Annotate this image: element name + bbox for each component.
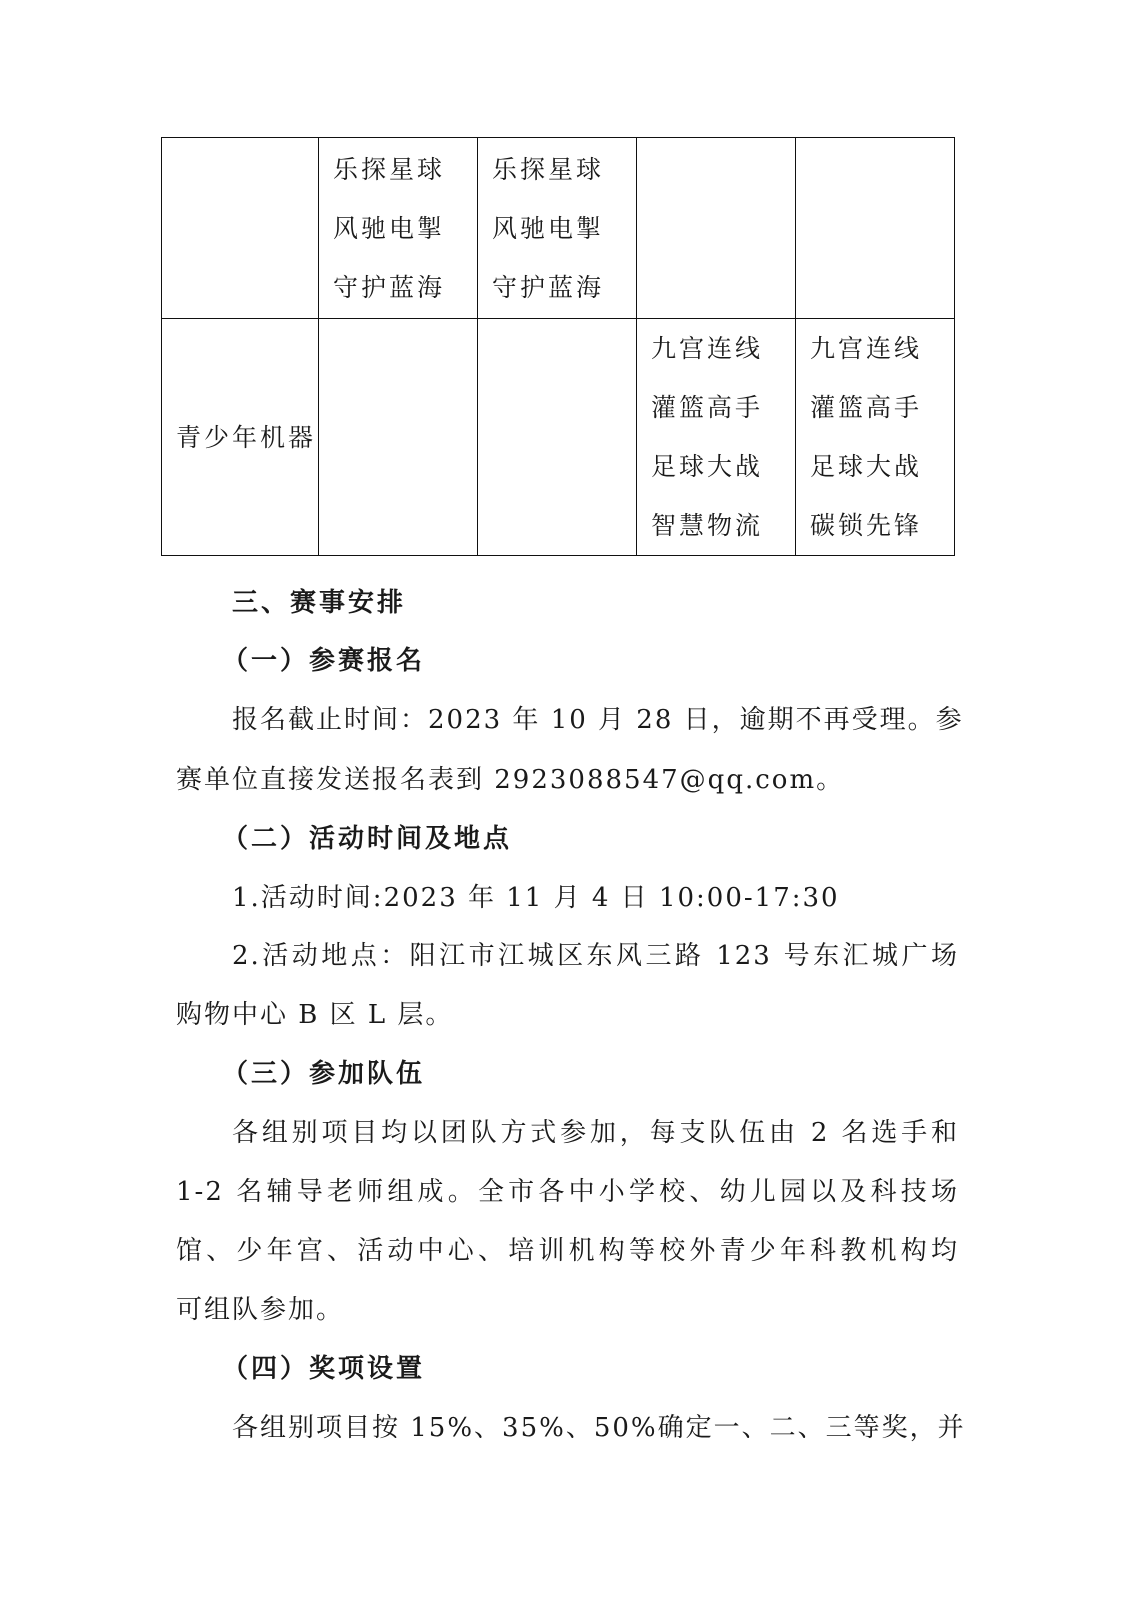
cell-line: 碳锁先锋: [810, 511, 923, 540]
table-cell: [319, 319, 478, 556]
table-cell-category: [162, 319, 319, 556]
cell-line: 风驰电掣: [333, 213, 446, 243]
cell-line: 九宫连线: [651, 334, 764, 363]
paragraph-line: 赛单位直接发送报名表到 2923088547@qq.com。: [176, 765, 845, 795]
subsection-heading: （三）参加队伍: [222, 1059, 426, 1089]
paragraph-line: 馆、少年宫、活动中心、培训机构等校外青少年科教机构均: [176, 1236, 959, 1266]
cell-line: 风驰电掣: [492, 213, 605, 243]
table-cell: [162, 138, 319, 319]
subsection-heading: （二）活动时间及地点: [222, 824, 513, 854]
subsection-heading: （四）奖项设置: [222, 1354, 426, 1384]
cell-line: 守护蓝海: [492, 272, 605, 302]
cell-line: 灌篮高手: [651, 393, 764, 422]
table-cell: [319, 138, 478, 319]
table-row: [162, 138, 955, 319]
table-cell: [796, 319, 955, 556]
cell-line: 守护蓝海: [333, 272, 446, 302]
paragraph-line: 可组队参加。: [176, 1295, 345, 1325]
paragraph-line: 2.活动地点：阳江市江城区东风三路 123 号东汇城广场: [232, 941, 959, 971]
paragraph-line: 各组别项目均以团队方式参加，每支队伍由 2 名选手和: [232, 1118, 959, 1148]
table-row: [162, 319, 955, 556]
paragraph-line: 购物中心 B 区 L 层。: [176, 1000, 454, 1030]
subsection-heading: （一）参赛报名: [222, 646, 426, 676]
paragraph-line: 1.活动时间:2023 年 11 月 4 日 10:00-17:30: [232, 883, 840, 913]
cell-line: 乐探星球: [333, 154, 446, 184]
table-cell: [637, 138, 796, 319]
table-cell: [796, 138, 955, 319]
cell-line: 足球大战: [651, 452, 764, 481]
section-heading: 三、赛事安排: [232, 588, 407, 618]
cell-line: 灌篮高手: [810, 393, 923, 422]
paragraph-line: 1-2 名辅导老师组成。全市各中小学校、幼儿园以及科技场: [176, 1177, 959, 1207]
paragraph-line: 各组别项目按 15%、35%、50%确定一、二、三等奖，并: [232, 1413, 966, 1443]
category-label: 青少年机器: [176, 422, 317, 452]
cell-line: 足球大战: [810, 452, 923, 481]
table-cell: [637, 319, 796, 556]
paragraph-line: 报名截止时间：2023 年 10 月 28 日，逾期不再受理。参: [232, 705, 964, 735]
table-cell: [478, 138, 637, 319]
cell-line: 乐探星球: [492, 154, 605, 184]
events-table: [161, 137, 955, 556]
cell-line: 九宫连线: [810, 334, 923, 363]
table-cell: [478, 319, 637, 556]
cell-line: 智慧物流: [651, 511, 764, 540]
